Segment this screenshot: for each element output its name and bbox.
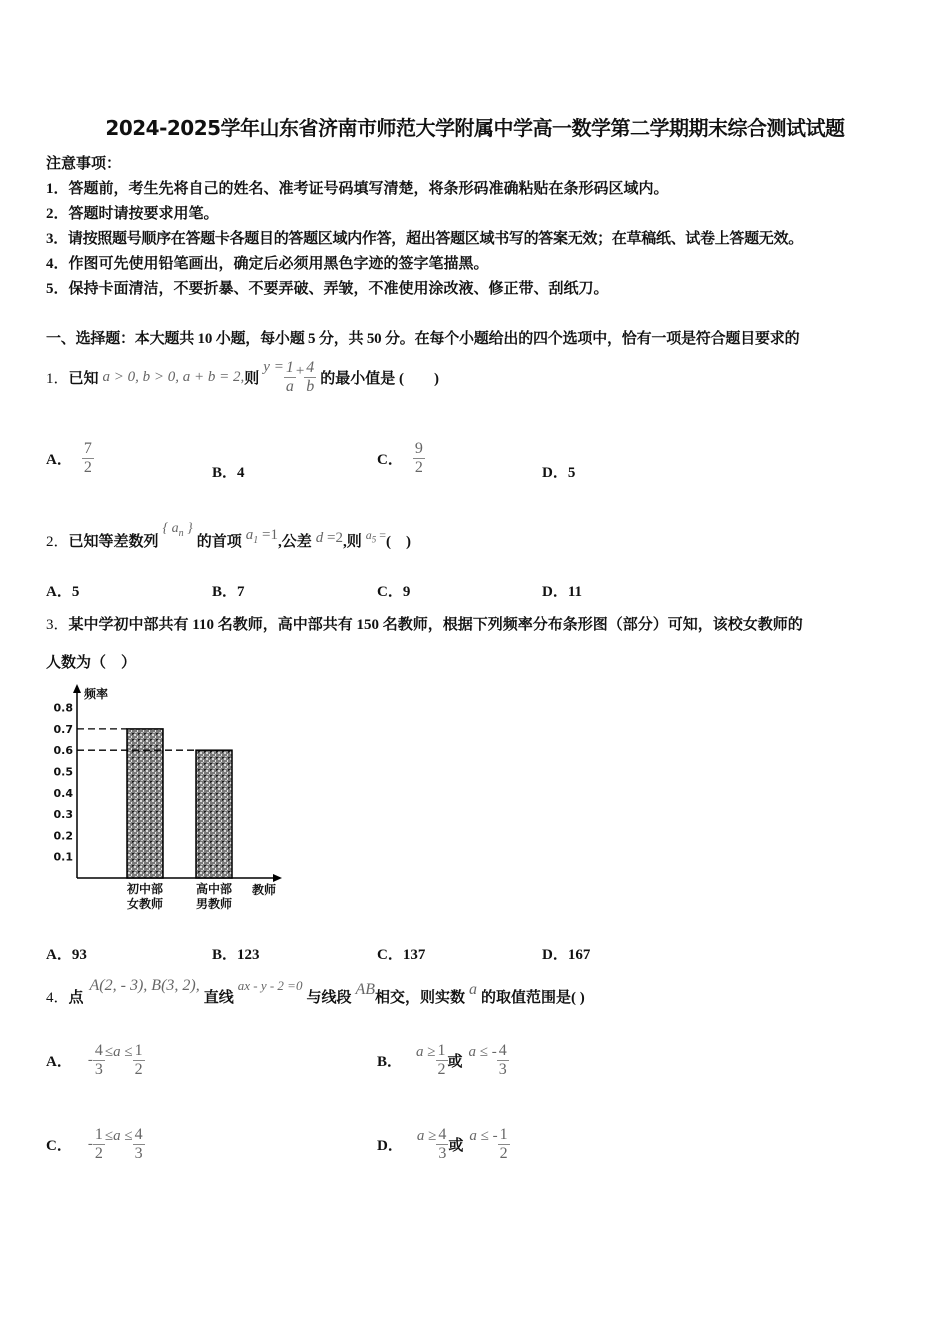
y-axis-arrow [73, 684, 81, 693]
math-a5: $a_5$ = [365, 527, 387, 545]
x-axis-arrow [273, 874, 282, 882]
x-axis-label: 教师 [252, 883, 277, 897]
bar [196, 750, 232, 878]
fraction: $\frac{1}{a}$ [285, 358, 294, 395]
question-text: 则 [244, 370, 260, 387]
frequency-bar-chart [44, 680, 294, 916]
question-text: 的最小值是 ( ) [320, 370, 440, 387]
fraction: $\frac{4}{3}$ [498, 1041, 507, 1078]
fraction: $\frac{9}{2}$ [414, 439, 423, 476]
question-text: 的取值范围是( ) [481, 989, 585, 1006]
fraction: $\frac{1}{2}$ [94, 1125, 103, 1162]
question-text: 人数为（ ） [46, 655, 137, 671]
question-paren: ( ) [386, 533, 412, 550]
fraction: $\frac{1}{2}$ [437, 1041, 446, 1078]
category-label: 高中部 [195, 882, 233, 896]
notice-item: 5．保持卡面清洁，不要折暴、不要弄破、弄皱，不准使用涂改液、修正带、刮纸刀。 [46, 281, 609, 297]
fraction: $\frac{4}{3}$ [134, 1125, 143, 1162]
y-tick-label: 0.5 [53, 765, 73, 779]
math-plus: + [295, 362, 305, 379]
y-tick-label: 0.4 [53, 786, 73, 800]
option-b[interactable]: B．7 [212, 584, 245, 600]
fraction: $\frac{1}{2}$ [134, 1041, 143, 1078]
fraction: $\frac{1}{2}$ [499, 1125, 508, 1162]
y-tick-label: 0.1 [53, 850, 73, 864]
question-4 [46, 974, 585, 1018]
math-y: y = [263, 358, 284, 375]
option-a[interactable]: A．93 [46, 947, 87, 963]
question-2 [46, 518, 411, 562]
question-text: 点 [68, 989, 84, 1006]
question-number: 2． [46, 533, 69, 550]
option-c[interactable]: C． - $\frac{1}{2}$ ≤a ≤ $\frac{4}{3}$ [46, 1125, 143, 1162]
math-segment: AB [355, 981, 376, 998]
option-b[interactable]: B． a ≥ $\frac{1}{2}$ 或 a ≤ - $\frac{4}{3}$ [377, 1041, 507, 1078]
fraction: $\frac{4}{3}$ [94, 1041, 103, 1078]
math-d: d =2 [315, 529, 343, 546]
notice-heading: 注意事项： [46, 156, 122, 172]
question-text: 已知 [68, 370, 99, 387]
category-label: 女教师 [126, 897, 164, 911]
option-d[interactable]: D． a ≥ $\frac{4}{3}$ 或 a ≤ - $\frac{1}{2}$ [377, 1125, 508, 1162]
option-a[interactable]: A． - $\frac{4}{3}$ ≤a ≤ $\frac{1}{2}$ [46, 1041, 143, 1078]
section-heading: 一、选择题：本大题共 10 小题，每小题 5 分，共 50 分。在每个小题给出的四个选项中，恰有一项是符合题目要求的 [46, 331, 800, 347]
question-3 [46, 613, 803, 634]
fraction: $\frac{4}{3}$ [438, 1125, 447, 1162]
category-label: 初中部 [126, 882, 164, 896]
y-tick-label: 0.7 [53, 722, 73, 736]
option-d[interactable]: D．167 [542, 947, 591, 963]
option-a[interactable]: A． $\frac{7}{2}$ [46, 439, 92, 476]
math-var: a [469, 981, 478, 998]
math-condition: a > 0, b > 0, a + b = 2, [102, 368, 245, 385]
question-number: 3． [46, 617, 69, 633]
question-text: 直线 [203, 989, 234, 1006]
question-number: 4． [46, 989, 69, 1006]
question-text: 的首项 [196, 533, 242, 550]
y-axis-label: 频率 [84, 687, 109, 701]
math-line: ax - y - 2 =0 [237, 978, 303, 993]
math-a1: $a_1 =1$ [245, 526, 278, 546]
option-b[interactable]: B．123 [212, 947, 260, 963]
notice-item: 1．答题前，考生先将自己的姓名、准考证号码填写清楚，将条形码准确粘贴在条形码区域内。 [46, 181, 669, 197]
question-text: 已知等差数列 [68, 533, 159, 550]
option-a[interactable]: A．5 [46, 584, 80, 600]
question-text: 与线段 [306, 989, 352, 1006]
option-c[interactable]: C．9 [377, 584, 411, 600]
question-1 [46, 352, 439, 402]
notice-item: 3．请按照题号顺序在答题卡各题目的答题区域内作答，超出答题区域书写的答案无效；在草稿纸、试卷上答题无效。 [46, 231, 803, 247]
math-sequence: { $a_n$ } [162, 521, 193, 539]
y-tick-label: 0.2 [53, 829, 73, 843]
bar [127, 729, 163, 878]
option-c[interactable]: C．137 [377, 947, 426, 963]
question-text: ,公差 [277, 533, 312, 550]
option-c[interactable]: C． $\frac{9}{2}$ [377, 439, 423, 476]
question-text: 相交，则实数 [375, 989, 466, 1006]
option-d[interactable]: D．5 [542, 465, 576, 481]
y-tick-label: 0.6 [53, 744, 73, 758]
option-d[interactable]: D．11 [542, 584, 583, 600]
option-b[interactable]: B．4 [212, 465, 245, 481]
fraction: $\frac{4}{b}$ [306, 358, 315, 395]
y-tick-label: 0.8 [53, 701, 73, 715]
notice-item: 2．答题时请按要求用笔。 [46, 206, 219, 222]
math-points: A(2, - 3), B(3, 2), [89, 977, 200, 994]
page-title: 2024-2025学年山东省济南市师范大学附属中学高一数学第二学期期末综合测试试题 [105, 116, 845, 140]
fraction: $\frac{7}{2}$ [83, 439, 92, 476]
question-text: 某中学初中部共有 110 名教师，高中部共有 150 名教师，根据下列频率分布条形图（部分）可知，该校女教师的 [68, 617, 803, 633]
notice-item: 4．作图可先使用铅笔画出，确定后必须用黑色字迹的签字笔描黑。 [46, 256, 489, 272]
y-tick-label: 0.3 [53, 808, 73, 822]
category-label: 男教师 [195, 897, 233, 911]
question-number: 1． [46, 370, 69, 387]
question-text: ,则 [342, 533, 362, 550]
